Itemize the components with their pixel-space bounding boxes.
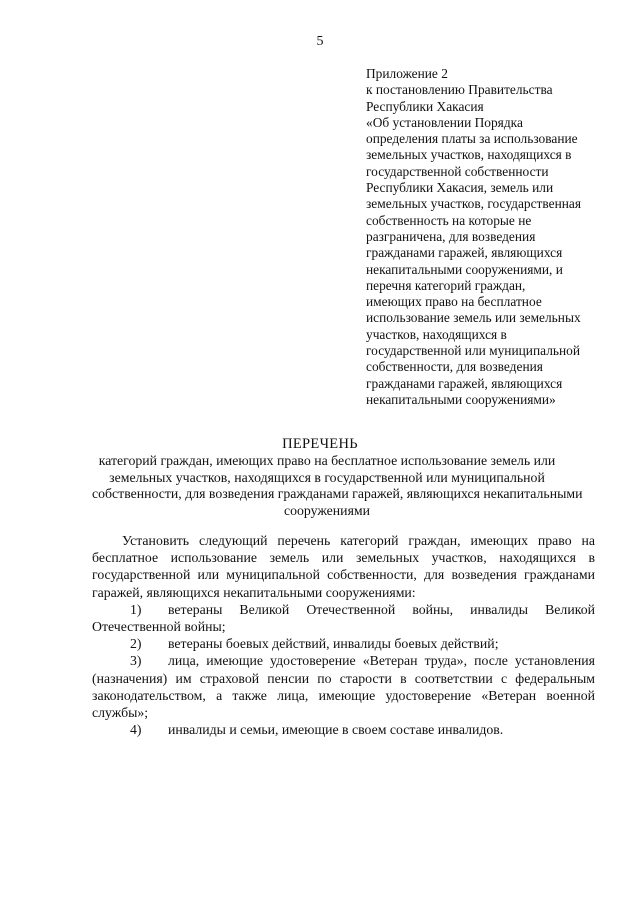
appendix-line: собственность на которые не [366,212,532,228]
appendix-line: Республики Хакасия, земель или [366,180,554,196]
list-item-number: 3) [130,653,142,669]
list-item-text: ветераны Великой Отечественной войны, инвалиды Великой Отечественной войны; [92,601,595,635]
subtitle-line: категорий граждан, имеющих право на бесплатное использование земель или [98,453,556,468]
appendix-block [366,66,606,408]
list-item [92,652,595,721]
appendix-line: использование земель или земельных [366,310,581,326]
document-subtitle [92,453,583,519]
document-body [92,532,595,738]
appendix-line: гражданами гаражей, являющихся [366,245,563,261]
subtitle-line: сооружениями [283,502,371,518]
appendix-line: «Об установлении Порядка [366,114,523,130]
list-item-text: лица, имеющие удостоверение «Ветеран труда», после установления (назначения) им страховой пенсии по старости в соответствии с федеральным законодательством, а также лица, имеющие удостоверение «Ветеран военной службы»; [92,653,595,721]
appendix-line: Приложение 2 [366,66,448,81]
appendix-line: государственной или муниципальной [366,343,581,359]
appendix-line: определения платы за использование [366,131,578,147]
appendix-line: некапитальными сооружениями» [366,391,556,407]
intro-paragraph: Установить следующий перечень категорий граждан, имеющих право на бесплатное использование земель или земельных участков, находящихся в государственной или муниципальной собственности, для возведения гражданами гаражей, являющихся некапитальными сооружениями: [92,533,595,600]
appendix-line: разграничена, для возведения [366,228,536,244]
appendix-line: земельных участков, находящихся в [366,147,572,163]
list-item-number: 1) [130,601,142,617]
document-title: ПЕРЕЧЕНЬ [282,436,358,452]
appendix-line: перечня категорий граждан, [366,277,526,293]
list-item [92,721,595,738]
appendix-line: земельных участков, государственная [366,196,582,212]
appendix-line: гражданами гаражей, являющихся [366,375,563,391]
list-item-number: 4) [130,722,142,738]
appendix-line: собственности, для возведения [366,359,543,375]
appendix-line: участков, находящихся в [366,326,507,342]
subtitle-line: собственности, для возведения гражданами гаражей, являющихся некапитальными [92,486,583,501]
list-item-number: 2) [130,636,142,652]
appendix-line: имеющих право на бесплатное [366,294,542,310]
list-item-text: инвалиды и семьи, имеющие в своем составе инвалидов. [168,722,504,738]
subtitle-line: земельных участков, находящихся в государственной или муниципальной [109,469,545,485]
list-item-text: ветераны боевых действий, инвалиды боевых действий; [168,636,499,652]
page-number: 5 [316,34,324,49]
list-item [92,601,595,635]
appendix-line: государственной собственности [366,163,549,179]
appendix-line: Республики Хакасия [366,98,484,114]
appendix-line: некапитальными сооружениями, и [366,261,563,277]
list-item [92,635,595,652]
appendix-line: к постановлению Правительства [366,82,553,98]
